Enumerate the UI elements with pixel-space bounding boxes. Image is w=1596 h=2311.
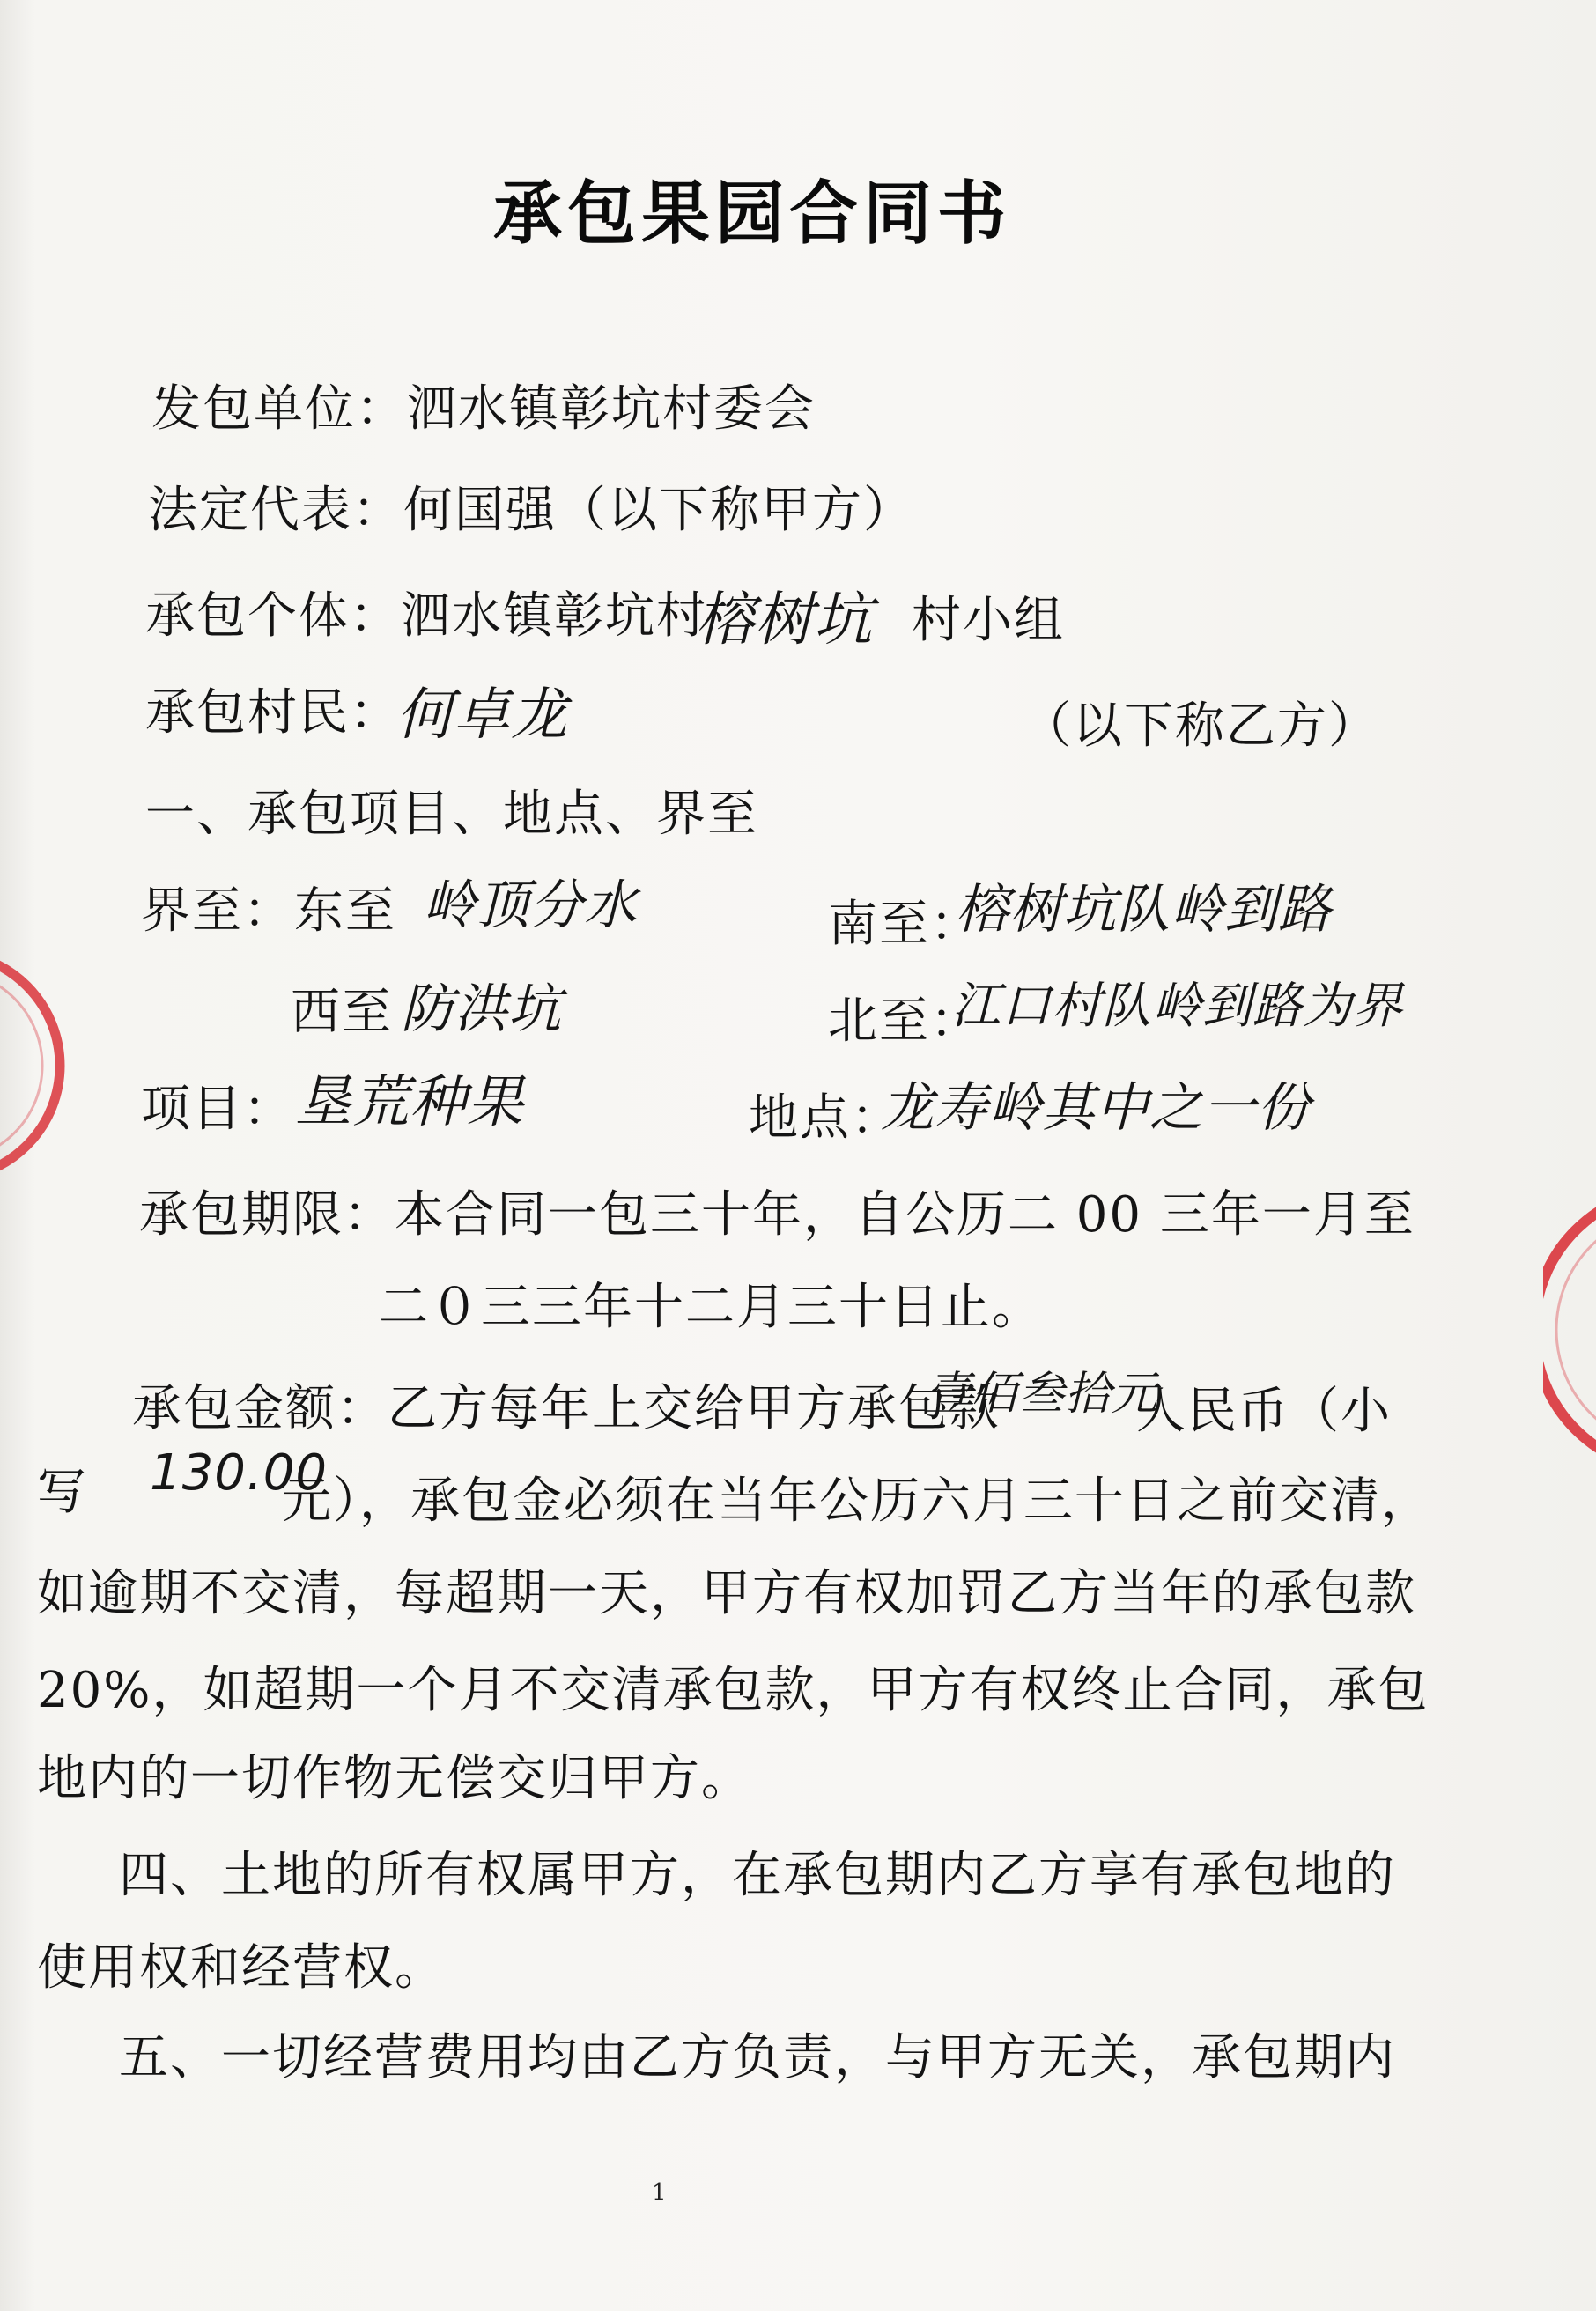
fee-line-1a: 承包金额：乙方每年上交给甲方承包款: [132, 1380, 1001, 1437]
fee-line-3: 如逾期不交清，每超期一天，甲方有权加罚乙方当年的承包款: [37, 1565, 1416, 1622]
east-handwritten: 岭顶分水: [423, 875, 638, 936]
west-label: 西至: [291, 984, 393, 1041]
individual-handwritten: 榕树坑: [696, 586, 873, 653]
section-one-heading: 一、承包项目、地点、界至: [145, 786, 758, 843]
project-label: 项目：: [141, 1081, 294, 1138]
individual-line: 承包个体：泗水镇彰坑村: [145, 587, 707, 645]
issuer-line: 发包单位：泗水镇彰坑村委会: [151, 380, 816, 438]
fee-line-4: 20%，如超期一个月不交清承包款，甲方有权终止合同，承包: [37, 1662, 1430, 1719]
red-seal-left: [0, 872, 70, 1259]
term-line-2: 二０三三年十二月三十日止。: [379, 1279, 1043, 1336]
south-label: 南至：: [828, 896, 981, 953]
fee-handwritten-words: 壹佰叁拾元: [925, 1368, 1159, 1421]
fee-handwritten-amount: 130.00: [150, 1444, 328, 1502]
north-label: 北至：: [828, 993, 981, 1050]
villager-handwritten: 何卓龙: [396, 683, 568, 748]
section-four-line-1: 四、土地的所有权属甲方，在承包期内乙方享有承包地的: [119, 1847, 1396, 1904]
page-number: 1: [652, 2180, 667, 2206]
east-label: 界至：东至: [141, 882, 396, 940]
fee-line-5: 地内的一切作物无偿交归甲方。: [37, 1750, 752, 1807]
location-handwritten: 龙寿岭其中之一份: [881, 1077, 1311, 1139]
contract-title: 承包果园合同书: [493, 174, 1012, 254]
section-five-line-1: 五、一切经营费用均由乙方负责，与甲方无关，承包期内: [119, 2029, 1396, 2086]
fee-line-2a: 写: [37, 1464, 88, 1521]
villager-suffix: （以下称乙方）: [1022, 698, 1379, 755]
fee-line-2b: 元），承包金必须在当年公历六月三十日之前交清，: [282, 1473, 1432, 1530]
north-handwritten: 江口村队岭到路为界: [951, 978, 1403, 1035]
south-handwritten: 榕树坑队岭到路: [956, 879, 1332, 941]
term-line-1: 承包期限：本合同一包三十年，自公历二 00 三年一月至: [139, 1186, 1415, 1244]
location-label: 地点：: [749, 1089, 902, 1147]
representative-line: 法定代表：何国强（以下称甲方）: [148, 482, 914, 539]
west-handwritten: 防洪坑: [401, 978, 562, 1040]
fee-line-1b: 人民币（小: [1136, 1383, 1392, 1440]
project-handwritten: 垦荒种果: [295, 1070, 524, 1135]
individual-suffix: 村小组: [912, 592, 1065, 649]
villager-line: 承包村民：: [145, 684, 401, 742]
red-seal-right: [1543, 1171, 1596, 1488]
section-four-line-2: 使用权和经营权。: [37, 1939, 446, 1997]
